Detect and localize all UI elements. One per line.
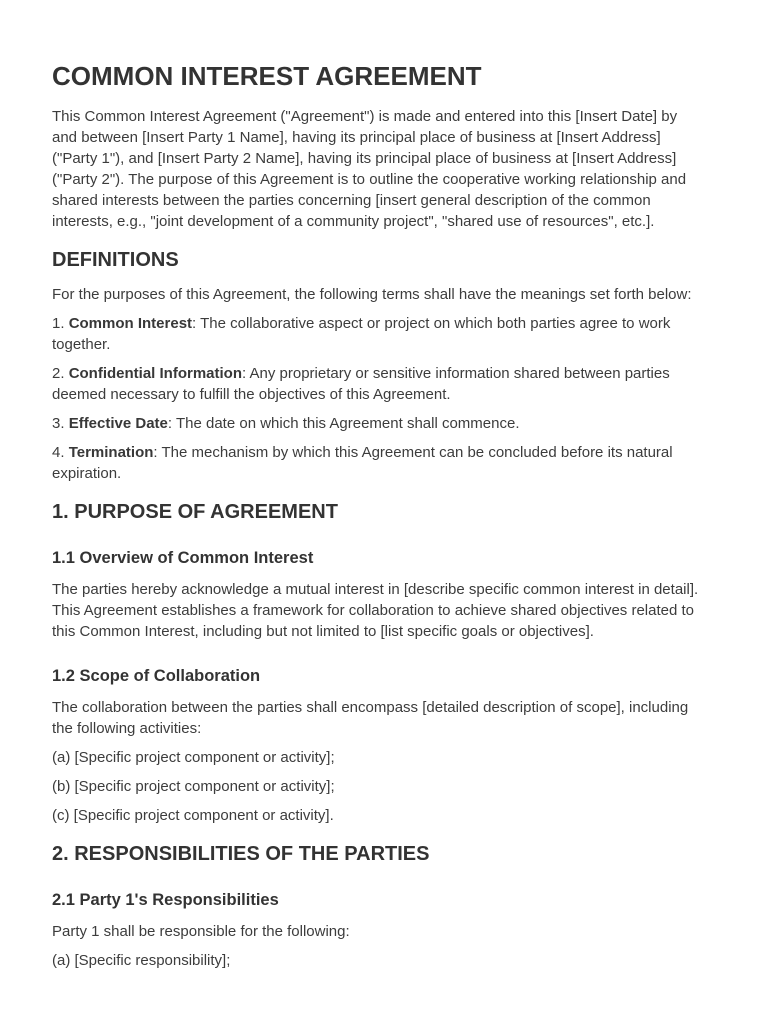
document-title: COMMON INTEREST AGREEMENT bbox=[52, 61, 482, 91]
section-1-1-body: The parties hereby acknowledge a mutual interest in [describe specific common interest in detail]. This Agreement establishes a framework for collaboration to achieve shared objectives related to this Common Interest, including but not limited to [list specific goals or objectives]. bbox=[52, 581, 699, 640]
section-1-2-heading: 1.2 Scope of Collaboration bbox=[52, 667, 261, 685]
intro-paragraph: This Common Interest Agreement ("Agreement") is made and entered into this [Insert Date] by and between [Insert Party 1 Name], having its principal place of business at [Insert Address] ("Party 1"), and [Insert Party 2 Name], having its principal place of business at [Insert Address] ("Party 2"). The purpose of this Agreement is to outline the cooperative working relationship and shared interests between the parties concerning [insert general description of the common interests, e.g., "joint development of a community project", "shared use of resources", etc.]. bbox=[52, 108, 687, 230]
section-2-heading: 2. RESPONSIBILITIES OF THE PARTIES bbox=[52, 843, 430, 865]
definition-item-4 bbox=[52, 442, 706, 484]
definition-item-1 bbox=[52, 313, 706, 355]
section-1-1-heading: 1.1 Overview of Common Interest bbox=[52, 549, 314, 567]
section-1-2-body: The collaboration between the parties shall encompass [detailed description of scope], including the following activities: bbox=[52, 699, 689, 737]
definition-number: 3. bbox=[52, 415, 69, 432]
activity-item-b: (b) [Specific project component or activity]; bbox=[52, 778, 335, 795]
definition-item-2 bbox=[52, 363, 706, 405]
definition-number: 2. bbox=[52, 365, 69, 382]
definition-text: : Any proprietary or sensitive information shared between parties deemed necessary to fulfill the objectives of this Agreement. bbox=[52, 365, 670, 403]
definition-item-3 bbox=[52, 413, 706, 434]
definition-text: : The date on which this Agreement shall commence. bbox=[167, 415, 520, 432]
definition-term: Termination bbox=[68, 444, 154, 461]
definition-number: 1. bbox=[52, 315, 69, 332]
definition-term: Common Interest bbox=[68, 315, 193, 332]
activity-item-c: (c) [Specific project component or activity]. bbox=[52, 807, 334, 824]
responsibility-item-a: (a) [Specific responsibility]; bbox=[52, 952, 231, 969]
definitions-lead: For the purposes of this Agreement, the following terms shall have the meanings set forth below: bbox=[52, 286, 692, 303]
definitions-heading: DEFINITIONS bbox=[52, 249, 179, 271]
section-1-heading: 1. PURPOSE OF AGREEMENT bbox=[52, 501, 338, 523]
definition-text: : The mechanism by which this Agreement can be concluded before its natural expiration. bbox=[52, 444, 673, 482]
activity-item-a: (a) [Specific project component or activity]; bbox=[52, 749, 335, 766]
definition-text: : The collaborative aspect or project on which both parties agree to work together. bbox=[52, 315, 671, 353]
section-2-1-heading: 2.1 Party 1's Responsibilities bbox=[52, 891, 279, 909]
definition-term: Confidential Information bbox=[68, 365, 243, 382]
definition-term: Effective Date bbox=[68, 415, 168, 432]
section-2-1-body: Party 1 shall be responsible for the following: bbox=[52, 923, 350, 940]
definition-number: 4. bbox=[52, 444, 69, 461]
